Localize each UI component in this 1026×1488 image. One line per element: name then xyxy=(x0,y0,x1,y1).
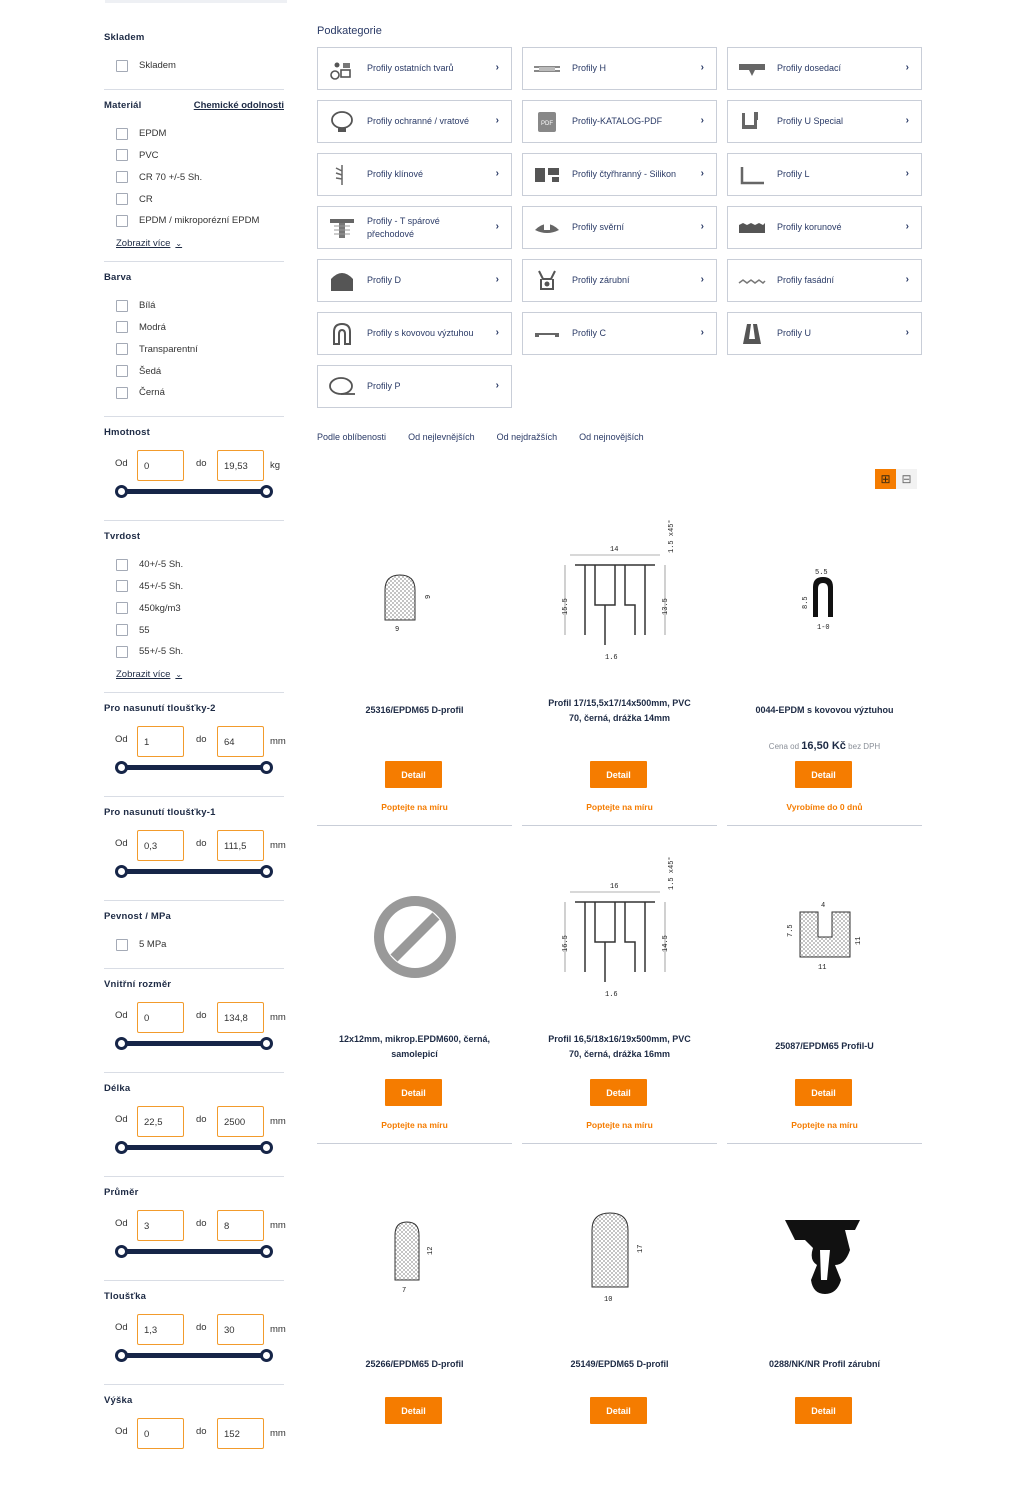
filter-title: Pro nasunutí tloušťky-2 xyxy=(104,702,216,714)
sort-most-expensive[interactable]: Od nejdražších xyxy=(496,432,558,442)
subcategory-label: Profily - T spárové přechodové xyxy=(367,215,440,239)
range-slider-min-handle[interactable] xyxy=(115,1349,128,1362)
svg-text:11: 11 xyxy=(817,964,826,972)
subcategory-tile[interactable] xyxy=(727,100,922,143)
checkbox[interactable] xyxy=(116,60,128,72)
subcategory-tile[interactable] xyxy=(317,153,512,196)
chevron-right-icon: › xyxy=(905,221,909,232)
chevron-right-icon: › xyxy=(905,115,909,126)
svg-text:4: 4 xyxy=(820,902,825,910)
product-image[interactable] xyxy=(522,1170,717,1340)
filter-title: Tloušťka xyxy=(104,1290,147,1302)
checkbox[interactable] xyxy=(116,559,128,571)
range-from-input[interactable]: 1 xyxy=(137,726,184,757)
profile-metal-icon xyxy=(330,322,354,346)
svg-text:15.5: 15.5 xyxy=(561,598,570,615)
product-name[interactable]: 25266/EPDM65 D-profil xyxy=(365,1359,464,1369)
subcategory-label: Profily čtyřhranný - Silikon xyxy=(572,169,677,179)
detail-button[interactable]: Detail xyxy=(385,1079,442,1106)
checkbox[interactable] xyxy=(116,321,128,333)
product-name[interactable]: 25316/EPDM65 D-profil xyxy=(365,705,464,715)
detail-button[interactable]: Detail xyxy=(590,761,647,788)
chevron-right-icon: › xyxy=(700,115,704,126)
product-availability-note[interactable]: Poptejte na míru xyxy=(381,1120,448,1130)
checkbox-option[interactable]: 55+/-5 Sh. xyxy=(116,641,284,663)
filter-barva xyxy=(104,262,284,417)
subcategory-label: Profily D xyxy=(367,275,402,285)
checkbox[interactable] xyxy=(116,149,128,161)
filter-title: Pevnost / MPa xyxy=(104,910,172,922)
profile-d-icon xyxy=(330,269,354,293)
svg-text:14: 14 xyxy=(609,546,618,554)
checkbox[interactable] xyxy=(116,300,128,312)
profile-seat-icon xyxy=(740,57,764,81)
svg-text:10: 10 xyxy=(603,1296,612,1304)
range-slider-track[interactable] xyxy=(121,1249,267,1254)
checkbox-option[interactable]: CR xyxy=(116,188,284,210)
product-availability-note[interactable]: Poptejte na míru xyxy=(791,1120,858,1130)
checkbox[interactable] xyxy=(116,646,128,658)
subcategory-tile[interactable] xyxy=(317,259,512,302)
subcategory-tile[interactable] xyxy=(727,153,922,196)
profile-wedge-icon xyxy=(330,163,354,187)
svg-text:13.5: 13.5 xyxy=(661,598,670,615)
profile-t-icon xyxy=(330,216,354,240)
filter-title: Barva xyxy=(104,271,132,283)
product-availability-note[interactable]: Poptejte na míru xyxy=(586,1120,653,1130)
product-image[interactable] xyxy=(727,852,922,1022)
range-slider-min-handle[interactable] xyxy=(115,1037,128,1050)
profile-clamp-icon xyxy=(535,216,559,240)
subcategory-label: Profily L xyxy=(777,169,810,179)
subcategory-label: Profily klínové xyxy=(367,169,424,179)
subcategory-tile[interactable] xyxy=(317,206,512,249)
checkbox-option[interactable]: EPDM xyxy=(116,123,284,145)
subcategory-tile[interactable] xyxy=(522,259,717,302)
checkbox-option[interactable]: Bílá xyxy=(116,295,284,317)
subcategory-tile[interactable] xyxy=(727,312,922,355)
svg-text:16: 16 xyxy=(609,883,618,891)
filter-tl1 xyxy=(104,797,284,901)
checkbox-option[interactable]: 40+/-5 Sh. xyxy=(116,554,284,576)
checkbox-option[interactable]: 45+/-5 Sh. xyxy=(116,576,284,598)
filter-title: Průměr xyxy=(104,1186,139,1198)
checkbox[interactable] xyxy=(116,939,128,951)
range-from-input[interactable]: 22,5 xyxy=(137,1106,184,1137)
product-name[interactable]: 25149/EPDM65 D-profil xyxy=(570,1359,669,1369)
subcategory-tile[interactable] xyxy=(522,312,717,355)
checkbox[interactable] xyxy=(116,365,128,377)
range-from-input[interactable]: 0 xyxy=(137,450,184,481)
chevron-down-icon: ⌄ xyxy=(175,238,183,248)
checkbox-option[interactable]: Transparentní xyxy=(116,338,284,360)
filter-title: Tvrdost xyxy=(104,530,141,542)
subcategory-label: Profily P xyxy=(367,381,401,391)
svg-text:9: 9 xyxy=(394,626,399,634)
filter-tl2 xyxy=(104,693,284,797)
range-filter: Od 3 do 8 mm xyxy=(104,1210,284,1268)
filter-delka xyxy=(104,1073,284,1177)
range-filter: Od 0 do 152 mm xyxy=(104,1418,284,1476)
sort-bar xyxy=(317,432,666,442)
filter-tvrdost xyxy=(104,521,284,693)
chevron-right-icon: › xyxy=(495,115,499,126)
detail-button[interactable]: Detail xyxy=(795,1079,852,1106)
range-to-input[interactable]: 152 xyxy=(217,1418,264,1449)
detail-button[interactable]: Detail xyxy=(385,1397,442,1424)
checkbox-option[interactable]: Černá xyxy=(116,382,284,404)
range-slider-max-handle[interactable] xyxy=(260,485,273,498)
range-slider-min-handle[interactable] xyxy=(115,761,128,774)
range-from-input[interactable]: 0,3 xyxy=(137,830,184,861)
subcategory-tile[interactable] xyxy=(727,259,922,302)
grid-view-icon[interactable]: ⊞ xyxy=(875,469,896,489)
chevron-right-icon: › xyxy=(700,274,704,285)
detail-button[interactable]: Detail xyxy=(795,761,852,788)
show-more-link[interactable]: Zobrazit více ⌄ xyxy=(116,668,183,680)
filter-title: Skladem xyxy=(104,32,145,43)
range-slider-min-handle[interactable] xyxy=(115,865,128,878)
subcategories-title: Podkategorie xyxy=(317,25,382,37)
filter-hmotnost xyxy=(104,417,284,521)
subcategory-tile[interactable] xyxy=(522,47,717,90)
range-slider-track[interactable] xyxy=(121,1145,267,1150)
chevron-right-icon: › xyxy=(700,221,704,232)
checkbox[interactable] xyxy=(116,215,128,227)
range-filter: Od 0,3 do 111,5 mm xyxy=(104,830,284,888)
chevron-right-icon: › xyxy=(495,221,499,232)
filter-vyska xyxy=(104,1385,284,1488)
range-to-input[interactable]: 111,5 xyxy=(217,830,264,861)
product-image[interactable] xyxy=(522,520,717,680)
filter-title: Pro nasunutí tloušťky-1 xyxy=(104,806,216,818)
checkbox-option[interactable]: 5 MPa xyxy=(116,934,284,956)
profile-u-special-icon xyxy=(740,110,764,134)
range-slider-track[interactable] xyxy=(121,1041,267,1046)
product-image[interactable] xyxy=(317,520,512,680)
svg-text:12: 12 xyxy=(426,1246,435,1255)
sort-popularity[interactable]: Podle oblíbenosti xyxy=(317,432,387,442)
checkbox-option[interactable]: Skladem xyxy=(116,55,284,77)
checkbox[interactable] xyxy=(116,343,128,355)
checkbox[interactable] xyxy=(116,128,128,140)
product-name[interactable]: Profil 16,5/18x16/19x500mm, PVC 70, černá, drážka 16mm xyxy=(548,1034,691,1059)
profile-u-icon xyxy=(740,322,764,346)
subcategory-label: Profily korunové xyxy=(777,222,842,232)
range-filter: Od 22,5 do 2500 mm xyxy=(104,1106,284,1164)
filter-title: Výška xyxy=(104,1394,133,1406)
product-availability-note[interactable]: Poptejte na míru xyxy=(381,802,448,812)
subcategory-label: Profily ostatních tvarů xyxy=(367,63,454,73)
filter-title: Vnitřní rozměr xyxy=(104,978,172,990)
checkbox-option[interactable]: PVC xyxy=(116,145,284,167)
range-to-input[interactable]: 30 xyxy=(217,1314,264,1345)
subcategory-tile[interactable] xyxy=(317,365,512,408)
range-slider-track[interactable] xyxy=(121,1353,267,1358)
filter-vnitrni xyxy=(104,969,284,1073)
range-from-input[interactable]: 1,3 xyxy=(137,1314,184,1345)
chevron-right-icon: › xyxy=(905,168,909,179)
card-divider xyxy=(522,1143,717,1144)
chevron-right-icon: › xyxy=(700,62,704,73)
range-to-input[interactable]: 134,8 xyxy=(217,1002,264,1033)
chevron-right-icon: › xyxy=(905,327,909,338)
profile-facade-icon xyxy=(740,269,764,293)
card-divider xyxy=(727,1143,922,1144)
product-image[interactable] xyxy=(522,852,717,1022)
product-name[interactable]: 0288/NK/NR Profil zárubní xyxy=(768,1359,881,1369)
chevron-right-icon: › xyxy=(905,274,909,285)
detail-button[interactable]: Detail xyxy=(590,1397,647,1424)
range-to-input[interactable]: 64 xyxy=(217,726,264,757)
product-availability-note[interactable]: Poptejte na míru xyxy=(586,802,653,812)
detail-button[interactable]: Detail xyxy=(795,1397,852,1424)
filter-pevnost xyxy=(104,901,284,969)
shapes-icon xyxy=(330,57,354,81)
checkbox-option[interactable]: CR 70 +/-5 Sh. xyxy=(116,166,284,188)
chevron-right-icon: › xyxy=(495,62,499,73)
checkbox-option[interactable]: Šedá xyxy=(116,360,284,382)
subcategory-label: Profily dosedací xyxy=(777,63,842,73)
profile-h-icon xyxy=(535,57,559,81)
checkbox-option[interactable]: 450kg/m3 xyxy=(116,597,284,619)
range-slider-max-handle[interactable] xyxy=(260,1141,273,1154)
product-name[interactable]: 12x12mm, mikrop.EPDM600, černá, samolepicí xyxy=(338,1034,491,1059)
detail-button[interactable]: Detail xyxy=(590,1079,647,1106)
chevron-down-icon: ⌄ xyxy=(175,669,183,679)
subcategory-label: Profily C xyxy=(572,328,607,338)
sort-cheapest[interactable]: Od nejlevnějších xyxy=(408,432,475,442)
range-slider-track[interactable] xyxy=(121,869,267,874)
svg-text:8.5: 8.5 xyxy=(801,596,810,609)
profile-l-icon xyxy=(740,163,764,187)
profile-crown-icon xyxy=(740,216,764,240)
subcategory-label: Profily fasádní xyxy=(777,275,835,285)
chemical-resistance-link[interactable]: Chemické odolnosti xyxy=(193,99,284,111)
top-divider xyxy=(105,0,287,3)
product-price: Cena od 16,50 Kč bez DPH xyxy=(768,740,881,752)
subcategory-label: Profily H xyxy=(572,63,607,73)
checkbox[interactable] xyxy=(116,624,128,636)
subcategory-tile[interactable] xyxy=(727,47,922,90)
svg-text:9: 9 xyxy=(424,594,433,599)
product-image[interactable] xyxy=(317,852,512,1022)
svg-text:1.6: 1.6 xyxy=(604,654,618,662)
svg-text:14.5: 14.5 xyxy=(661,935,670,952)
profile-frame-icon xyxy=(535,269,559,293)
subcategory-tile[interactable] xyxy=(522,206,717,249)
checkbox[interactable] xyxy=(116,171,128,183)
subcategory-label: Profily zárubní xyxy=(572,275,630,285)
filter-material xyxy=(104,90,284,262)
svg-text:PDF: PDF xyxy=(541,120,553,127)
svg-text:1.5 x45°: 1.5 x45° xyxy=(667,856,676,890)
range-filter: Od 0 do 134,8 mm xyxy=(104,1002,284,1060)
chevron-right-icon: › xyxy=(495,380,499,391)
subcategory-tile[interactable] xyxy=(522,100,717,143)
filter-title: Materiál xyxy=(104,99,142,111)
product-image[interactable] xyxy=(727,520,922,680)
product-name[interactable]: 0044-EPDM s kovovou výztuhou xyxy=(755,705,894,715)
filter-skladem xyxy=(104,22,284,90)
chevron-right-icon: › xyxy=(495,168,499,179)
svg-text:1-0: 1-0 xyxy=(816,624,830,632)
range-slider-max-handle[interactable] xyxy=(260,865,273,878)
subcategory-label: Profily ochranné / vratové xyxy=(367,116,470,126)
range-slider-max-handle[interactable] xyxy=(260,1349,273,1362)
filter-tloustka xyxy=(104,1281,284,1385)
chevron-right-icon: › xyxy=(495,274,499,285)
filter-prumer xyxy=(104,1177,284,1281)
checkbox-option[interactable]: EPDM / mikroporézní EPDM xyxy=(116,210,284,232)
card-divider xyxy=(317,825,512,826)
checkbox[interactable] xyxy=(116,602,128,614)
profile-guard-icon xyxy=(330,110,354,134)
svg-text:5.5: 5.5 xyxy=(814,569,828,577)
product-image[interactable] xyxy=(317,1170,512,1340)
range-to-input[interactable]: 19,53 xyxy=(217,450,264,481)
profile-c-icon xyxy=(535,322,559,346)
show-more-link[interactable]: Zobrazit více ⌄ xyxy=(116,237,183,249)
subcategory-tile[interactable] xyxy=(727,206,922,249)
subcategory-tile[interactable] xyxy=(317,100,512,143)
product-availability-note[interactable]: Vyrobíme do 0 dnů xyxy=(786,802,863,812)
chevron-right-icon: › xyxy=(495,327,499,338)
range-filter: Od 1 do 64 mm xyxy=(104,726,284,784)
svg-text:16.5: 16.5 xyxy=(561,935,570,952)
subcategory-tile[interactable] xyxy=(317,47,512,90)
view-switcher xyxy=(875,469,917,489)
profile-square-icon xyxy=(535,163,559,187)
range-slider-track[interactable] xyxy=(121,765,267,770)
svg-text:17: 17 xyxy=(636,1244,645,1253)
range-to-input[interactable]: 2500 xyxy=(217,1106,264,1137)
checkbox[interactable] xyxy=(116,387,128,399)
product-name[interactable]: Profil 17/15,5x17/14x500mm, PVC 70, černá, drážka 14mm xyxy=(548,698,691,723)
checkbox[interactable] xyxy=(116,193,128,205)
detail-button[interactable]: Detail xyxy=(385,761,442,788)
range-slider-max-handle[interactable] xyxy=(260,1245,273,1258)
subcategory-tile[interactable] xyxy=(522,153,717,196)
card-divider xyxy=(317,1143,512,1144)
subcategory-tile[interactable] xyxy=(317,312,512,355)
range-slider-max-handle[interactable] xyxy=(260,761,273,774)
profile-p-icon xyxy=(330,375,354,399)
svg-text:7: 7 xyxy=(401,1287,406,1295)
range-from-input[interactable]: 0 xyxy=(137,1418,184,1449)
range-slider-track[interactable] xyxy=(121,489,267,494)
card-divider xyxy=(727,825,922,826)
svg-text:11: 11 xyxy=(854,936,863,945)
range-slider-max-handle[interactable] xyxy=(260,1037,273,1050)
subcategory-label: Profily-KATALOG-PDF xyxy=(572,116,663,126)
chevron-right-icon: › xyxy=(905,62,909,73)
range-slider-min-handle[interactable] xyxy=(115,1245,128,1258)
range-from-input[interactable]: 3 xyxy=(137,1210,184,1241)
subcategory-label: Profily U xyxy=(777,328,812,338)
list-view-icon[interactable]: ⊟ xyxy=(896,469,917,489)
checkbox[interactable] xyxy=(116,580,128,592)
svg-text:7.5: 7.5 xyxy=(786,924,795,937)
chevron-right-icon: › xyxy=(700,168,704,179)
filter-sidebar xyxy=(104,22,284,1488)
subcategory-label: Profily U Special xyxy=(777,116,844,126)
checkbox-option[interactable]: Modrá xyxy=(116,317,284,339)
product-name[interactable]: 25087/EPDM65 Profil-U xyxy=(775,1041,874,1051)
range-filter: Od 0 do 19,53 kg xyxy=(104,450,284,508)
subcategory-label: Profily s kovovou výztuhou xyxy=(367,328,474,338)
pdf-icon xyxy=(535,110,559,134)
range-from-input[interactable]: 0 xyxy=(137,1002,184,1033)
product-image[interactable] xyxy=(727,1170,922,1340)
range-slider-min-handle[interactable] xyxy=(115,1141,128,1154)
range-slider-min-handle[interactable] xyxy=(115,485,128,498)
card-divider xyxy=(522,825,717,826)
range-to-input[interactable]: 8 xyxy=(217,1210,264,1241)
checkbox-option[interactable]: 55 xyxy=(116,619,284,641)
subcategory-label: Profily svěrní xyxy=(572,222,625,232)
range-filter: Od 1,3 do 30 mm xyxy=(104,1314,284,1372)
sort-newest[interactable]: Od nejnovějších xyxy=(579,432,644,442)
svg-text:1.6: 1.6 xyxy=(604,991,618,999)
svg-text:1.5 x45°: 1.5 x45° xyxy=(667,519,676,553)
filter-title: Hmotnost xyxy=(104,426,150,438)
filter-title: Délka xyxy=(104,1082,131,1094)
chevron-right-icon: › xyxy=(700,327,704,338)
